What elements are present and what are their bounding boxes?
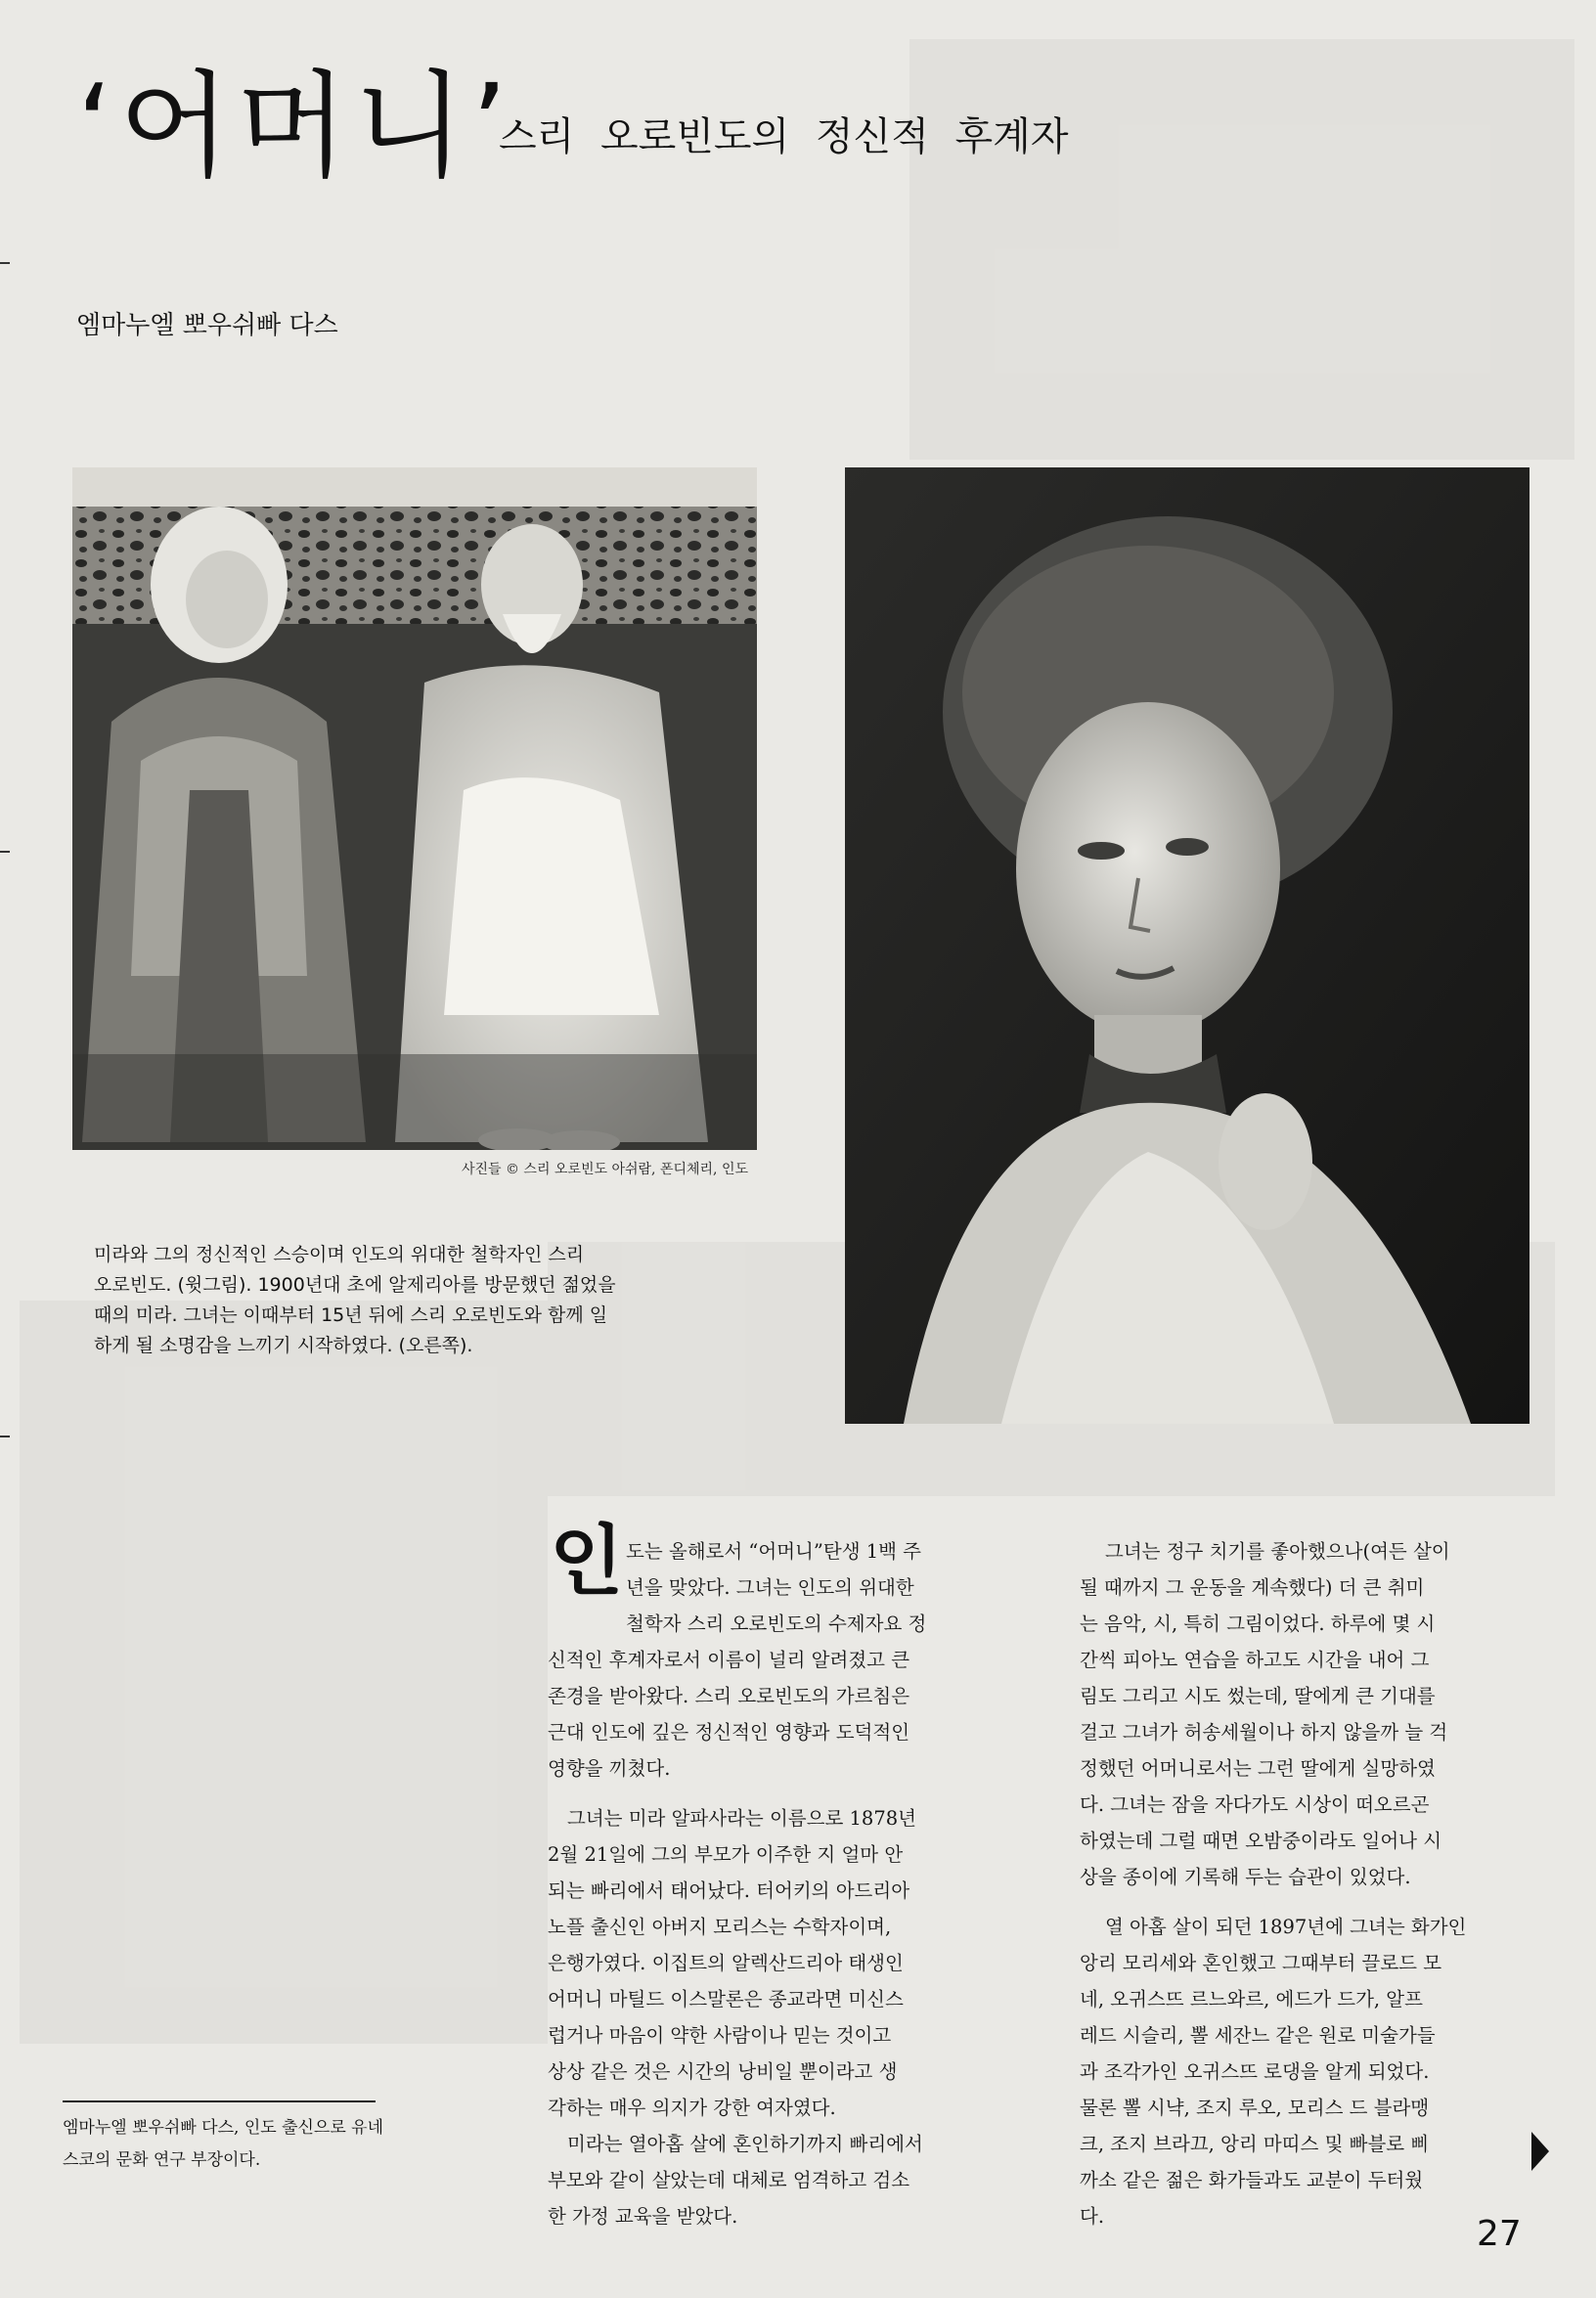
- text-line: 앙리 모리세와 혼인했고 그때부터 끌로드 모: [1080, 1952, 1442, 1974]
- article-title: ‘어머니’: [76, 59, 513, 194]
- paragraph: [1080, 1909, 1539, 2234]
- text-line: 네, 오귀스뜨 르느와르, 에드가 드가, 알프: [1080, 1988, 1423, 2011]
- margin-mark: [0, 262, 10, 264]
- photo-young-mira: [845, 467, 1530, 1424]
- text-line: 상을 종이에 기록해 두는 습관이 있었다.: [1080, 1866, 1411, 1888]
- text-line: 상상 같은 것은 시간의 낭비일 뿐이라고 생: [548, 2060, 898, 2083]
- caption-line: 오로빈도. (윗그림). 1900년대 초에 알제리아를 방문했던 젊었을: [94, 1274, 616, 1296]
- text-line: 림도 그리고 시도 썼는데, 딸에게 큰 기대를: [1080, 1685, 1436, 1707]
- body-column-2: [1080, 1533, 1539, 2234]
- footnote-line: 스코의 문화 연구 부장이다.: [63, 2150, 261, 2170]
- article-author: 엠마누엘 뽀우쉬빠 다스: [76, 311, 338, 340]
- text-line: 은행가였다. 이집트의 알렉산드리아 태생인: [548, 1952, 904, 1974]
- text-line: 영향을 끼쳤다.: [548, 1757, 671, 1780]
- text-line: 2월 21일에 그의 부모가 이주한 지 얼마 안: [548, 1843, 904, 1866]
- article-subtitle: 스리 오로빈도의 정신적 후계자: [499, 114, 1069, 159]
- text-line: 신적인 후계자로서 이름이 널리 알려졌고 큰: [548, 1649, 910, 1671]
- text-line: 그녀는 정구 치기를 좋아했으나(여든 살이: [1105, 1540, 1450, 1563]
- text-line: 도는 올해로서 “어머니”탄생 1백 주: [626, 1540, 922, 1563]
- text-line: 과 조각가인 오귀스뜨 로댕을 알게 되었다.: [1080, 2060, 1430, 2083]
- text-line: 근대 인도에 깊은 정신적인 영향과 도덕적인: [548, 1721, 910, 1744]
- text-line: 물론 뽈 시냑, 조지 루오, 모리스 드 블라맹: [1080, 2097, 1430, 2119]
- text-line: 다.: [1080, 2205, 1105, 2228]
- text-line: 걸고 그녀가 허송세월이나 하지 않을까 늘 걱: [1080, 1721, 1448, 1744]
- text-line: 각하는 매우 의지가 강한 여자였다.: [548, 2097, 836, 2119]
- paragraph: [548, 1533, 1007, 1787]
- caption-line: 미라와 그의 정신적인 스승이며 인도의 위대한 철학자인 스리: [94, 1244, 585, 1265]
- continue-arrow-icon: [1531, 2132, 1549, 2171]
- paragraph: [548, 1800, 1007, 2234]
- photo-credit: 사진들 © 스리 오로빈도 아쉬람, 폰디체리, 인도: [461, 1162, 748, 1177]
- text-line: 어머니 마틸드 이스말론은 종교라면 미신스: [548, 1988, 904, 2011]
- footnote-line: [63, 2112, 473, 2144]
- margin-mark: [0, 851, 10, 853]
- bleed-through-top-right: [909, 39, 1574, 460]
- text-line: 럽거나 마음이 약한 사람이나 믿는 것이고: [548, 2024, 892, 2047]
- text-line: 노플 출신인 아버지 모리스는 수학자이며,: [548, 1916, 892, 1938]
- text-line: 까소 같은 젊은 화가들과도 교분이 두터웠: [1080, 2169, 1424, 2191]
- page-number: 27: [1477, 2214, 1522, 2254]
- text-line: 한 가정 교육을 받았다.: [548, 2205, 738, 2228]
- photo-mira-and-aurobindo: [72, 467, 757, 1150]
- footnote-rule: [63, 2100, 376, 2102]
- photo-caption: [94, 1240, 642, 1361]
- footnote-text: , 인도 출신으로 유네: [234, 2118, 384, 2138]
- text-line: 부모와 같이 살았는데 대체로 엄격하고 검소: [548, 2169, 910, 2191]
- margin-mark: [0, 1436, 10, 1437]
- text-line: 미라는 열아홉 살에 혼인하기까지 빠리에서: [567, 2133, 923, 2155]
- text-line: 는 음악, 시, 특히 그림이었다. 하루에 몇 시: [1080, 1613, 1436, 1635]
- text-line: 하였는데 그럴 때면 오밤중이라도 일어나 시: [1080, 1830, 1442, 1852]
- text-line: 존경을 받아왔다. 스리 오로빈도의 가르침은: [548, 1685, 910, 1707]
- text-line: 될 때까지 그 운동을 계속했다) 더 큰 취미: [1080, 1576, 1425, 1599]
- text-line: 정했던 어머니로서는 그런 딸에게 실망하였: [1080, 1757, 1436, 1780]
- paragraph: [1080, 1533, 1539, 1895]
- text-line: 다. 그녀는 잠을 자다가도 시상이 떠오르곤: [1080, 1793, 1430, 1816]
- text-line: 크, 조지 브라끄, 앙리 마띠스 및 빠블로 삐: [1080, 2133, 1430, 2155]
- text-line: 열 아홉 살이 되던 1897년에 그녀는 화가인: [1105, 1916, 1467, 1938]
- bleed-through-left: [20, 1301, 548, 2044]
- body-column-1: [548, 1533, 1007, 2234]
- text-line: 레드 시슬리, 뽈 세잔느 같은 원로 미술가들: [1080, 2024, 1436, 2047]
- caption-line: 하게 될 소명감을 느끼기 시작하였다. (오른쪽).: [94, 1335, 473, 1356]
- text-line: 그녀는 미라 알파사라는 이름으로 1878년: [567, 1807, 916, 1830]
- author-footnote: [63, 2112, 473, 2177]
- text-line: 철학자 스리 오로빈도의 수제자요 정: [626, 1613, 927, 1635]
- text-line: 되는 빠리에서 태어났다. 터어키의 아드리아: [548, 1879, 910, 1902]
- drop-cap: 인: [550, 1518, 624, 1606]
- caption-line: 때의 미라. 그녀는 이때부터 15년 뒤에 스리 오로빈도와 함께 일: [94, 1304, 608, 1326]
- text-line: 년을 맞았다. 그녀는 인도의 위대한: [626, 1576, 914, 1599]
- footnote-author-name: 엠마누엘 뽀우쉬빠 다스: [63, 2118, 235, 2138]
- text-line: 간씩 피아노 연습을 하고도 시간을 내어 그: [1080, 1649, 1430, 1671]
